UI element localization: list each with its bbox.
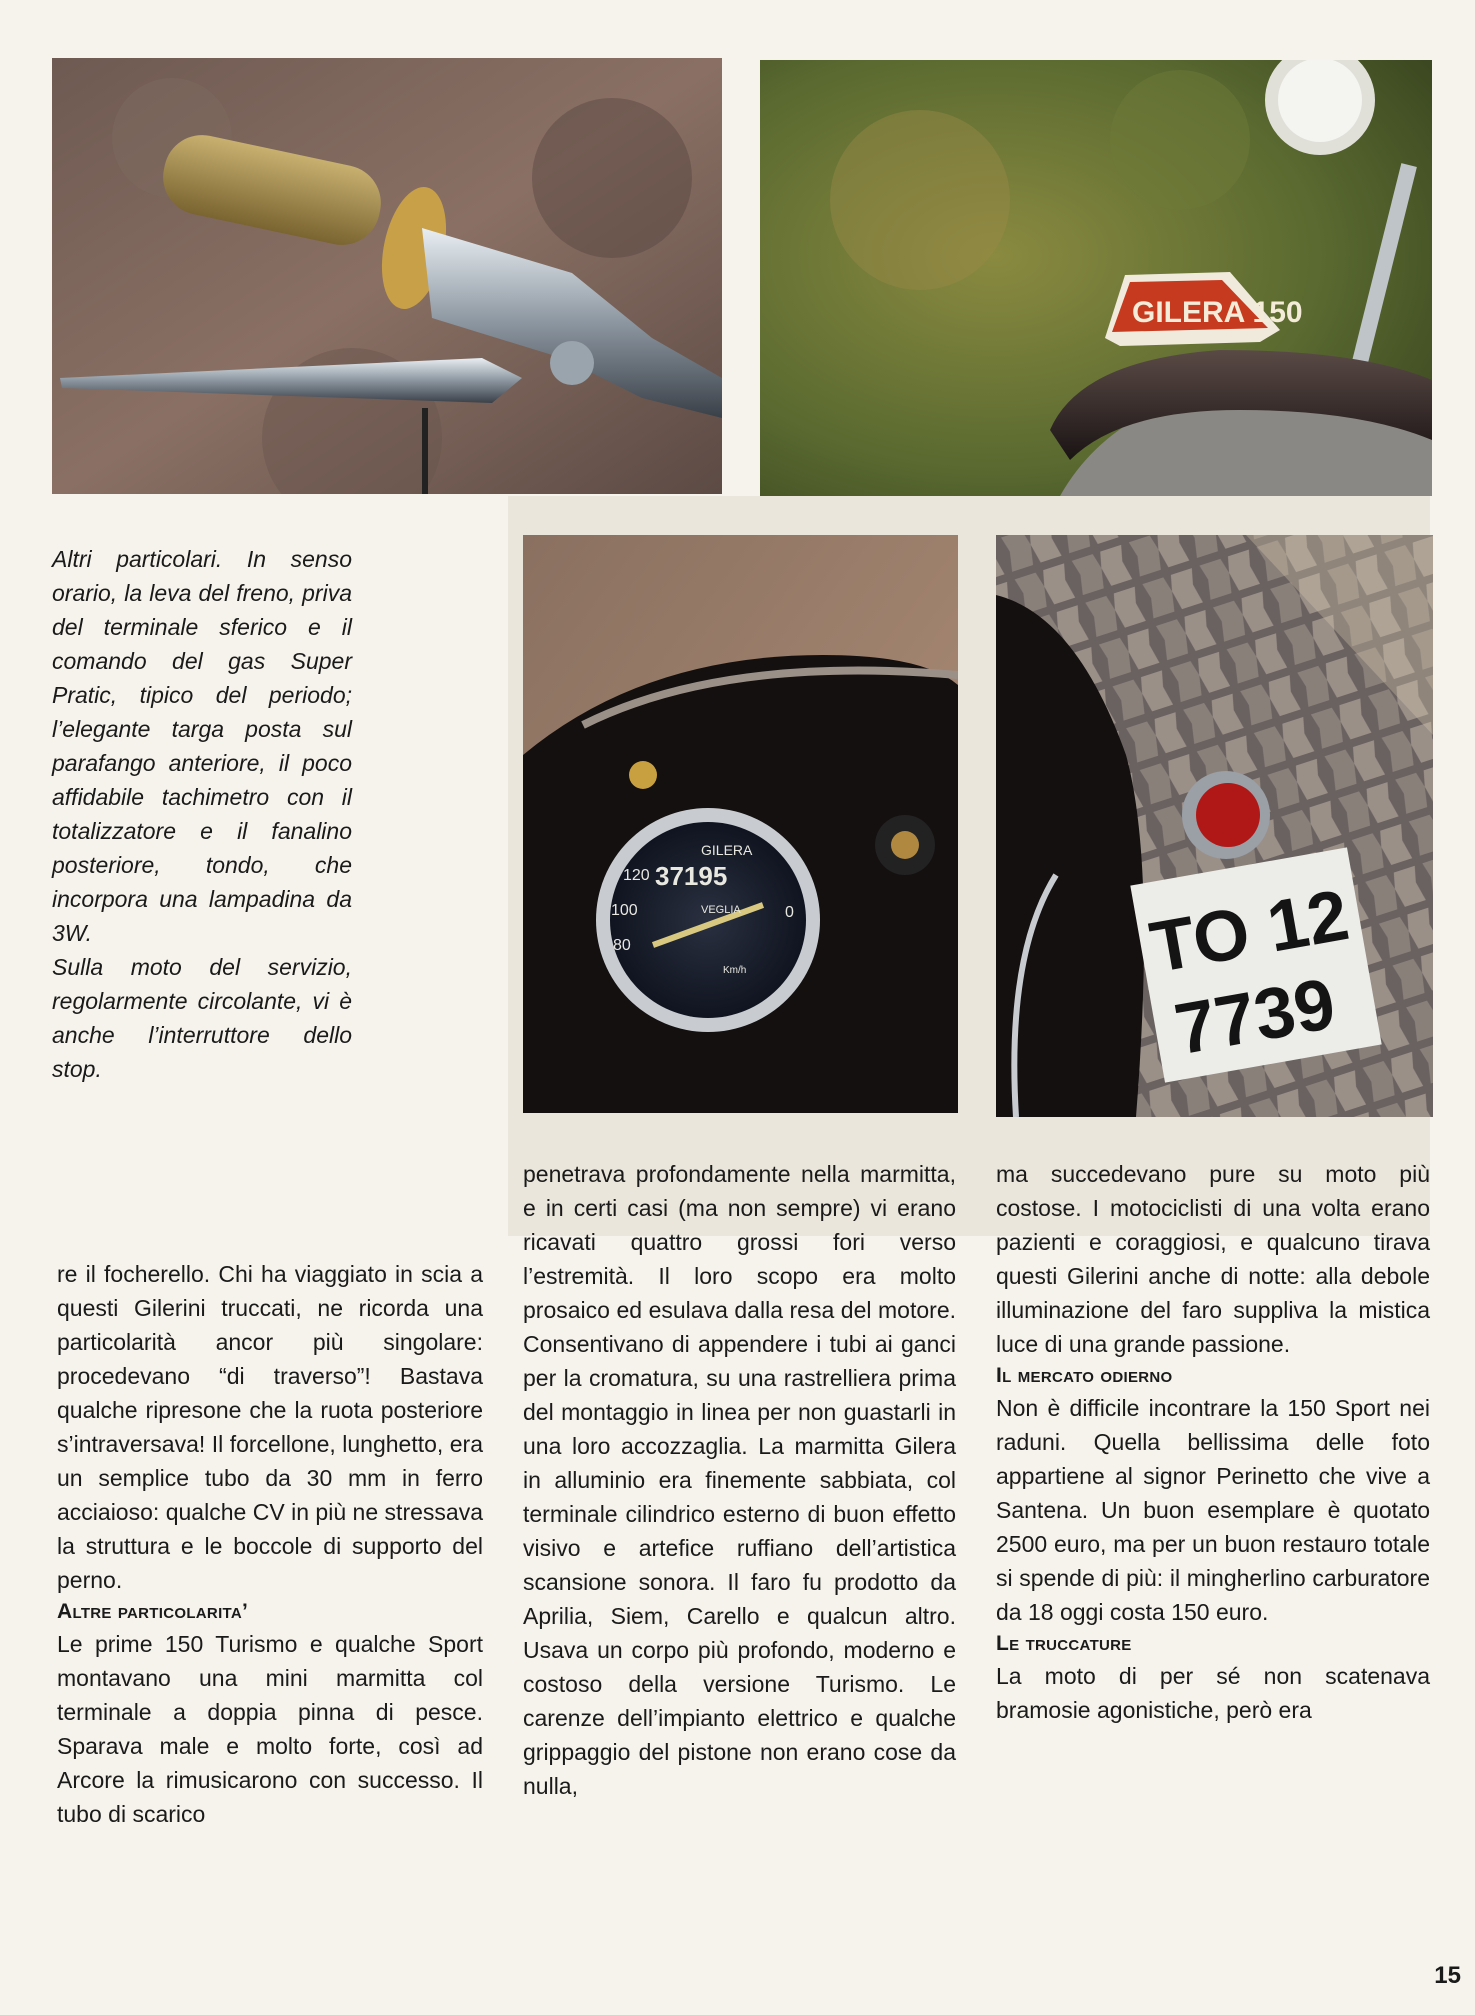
caption-text: Altri particolari. In senso orario, la leva del freno, priva del terminale sferico e il comando del gas Super Pratic, tipico del periodo; l’elegante targa posta sul parafango anteriore, il poco affidabile tachimetro con il totalizzatore e il fanalino posteriore, tondo, che incorpora una lampadina da 3W. (52, 546, 352, 946)
paragraph: La moto di per sé non scatenava bramosie agonistiche, però era (996, 1663, 1430, 1723)
badge-label: GILERA 150 (1132, 296, 1303, 329)
speedo-mark-0: 0 (785, 904, 794, 921)
speedo-mark-100: 100 (611, 902, 638, 919)
rear-light-plate-photo (996, 535, 1433, 1117)
text-column-2 (523, 1157, 956, 1803)
odometer-reading: 37195 (655, 861, 728, 891)
plate-line-2: 7739 (1169, 963, 1341, 1071)
caption-text-2: Sulla moto del servizio, regolarmente circolante, vi è anche l’interruttore dello stop. (52, 954, 352, 1082)
section-heading: Il mercato odierno (996, 1364, 1173, 1387)
page-number: 15 (1434, 1962, 1461, 1989)
text-column-3 (996, 1157, 1430, 1727)
speedo-maker: VEGLIA (701, 904, 741, 916)
speedo-mark-120: 120 (623, 867, 650, 884)
plate-line-1: TO 12 (1144, 874, 1355, 989)
paragraph: penetrava profondamente nella marmitta, e in certi casi (ma non sempre) vi erano ricavati quattro grossi fori verso l’estremità. Il loro scopo era molto prosaico ed esulava dalla resa del motore. Consentivano di appendere i tubi ai ganci per la cromatura, su una rastrelliera prima del montaggio in linea per non guastarli in una loro accozzaglia. La marmitta Gilera in alluminio era finemente sabbiata, col terminale cilindrico esterno di buon effetto visivo e artefice ruffiano dell’artistica scansione sonora. Il faro fu prodotto da Aprilia, Siem, Carello e qualcun altro. Usava un corpo più profondo, moderno e costoso della versione Turismo. Le carenze dell’impianto elettrico e qualche grippaggio del pistone non erano cose da nulla, (523, 1161, 956, 1799)
text-column-1 (57, 1257, 483, 1831)
speedo-unit: Km/h (723, 965, 747, 976)
handlebar-lever-photo (52, 58, 722, 494)
section-heading: Le truccature (996, 1632, 1132, 1655)
paragraph: ma succedevano pure su moto più costose. I motociclisti di una volta erano pazienti e coraggiosi, e qualcuno tirava questi Gilerini anche di notte: alla debole illuminazione del faro suppliva la mistica luce di una grande passione. (996, 1161, 1430, 1357)
section-heading: Altre particolarita’ (57, 1600, 249, 1623)
photo-caption (52, 542, 352, 1086)
paragraph: re il focherello. Chi ha viaggiato in scia a questi Gilerini truccati, ne ricorda una particolarità ancor più singolare: procedevano “di traverso”! Bastava qualche ripresone che la ruota posteriore s’intraversava! Il forcellone, lunghetto, era un semplice tubo da 30 mm in ferro acciaioso: qualche CV in più ne stressava la struttura e le boccole di supporto del perno. (57, 1261, 483, 1593)
speedo-mark-80: 80 (613, 937, 631, 954)
speedometer-photo (523, 535, 958, 1113)
paragraph: Le prime 150 Turismo e qualche Sport montavano una mini marmitta col terminale a doppia pinna di pesce. Sparava male e molto forte, così ad Arcore la rimusicarono con successo. Il tubo di scarico (57, 1631, 483, 1827)
front-fender-badge-photo (760, 60, 1432, 496)
paragraph: Non è difficile incontrare la 150 Sport nei raduni. Quella bellissima delle foto appartiene al signor Perinetto che vive a Santena. Un buon esemplare è quotato 2500 euro, ma per un buon restauro totale si spende di più: il mingherlino carburatore da 18 oggi costa 150 euro. (996, 1395, 1430, 1625)
speedo-brand: GILERA (701, 842, 753, 858)
